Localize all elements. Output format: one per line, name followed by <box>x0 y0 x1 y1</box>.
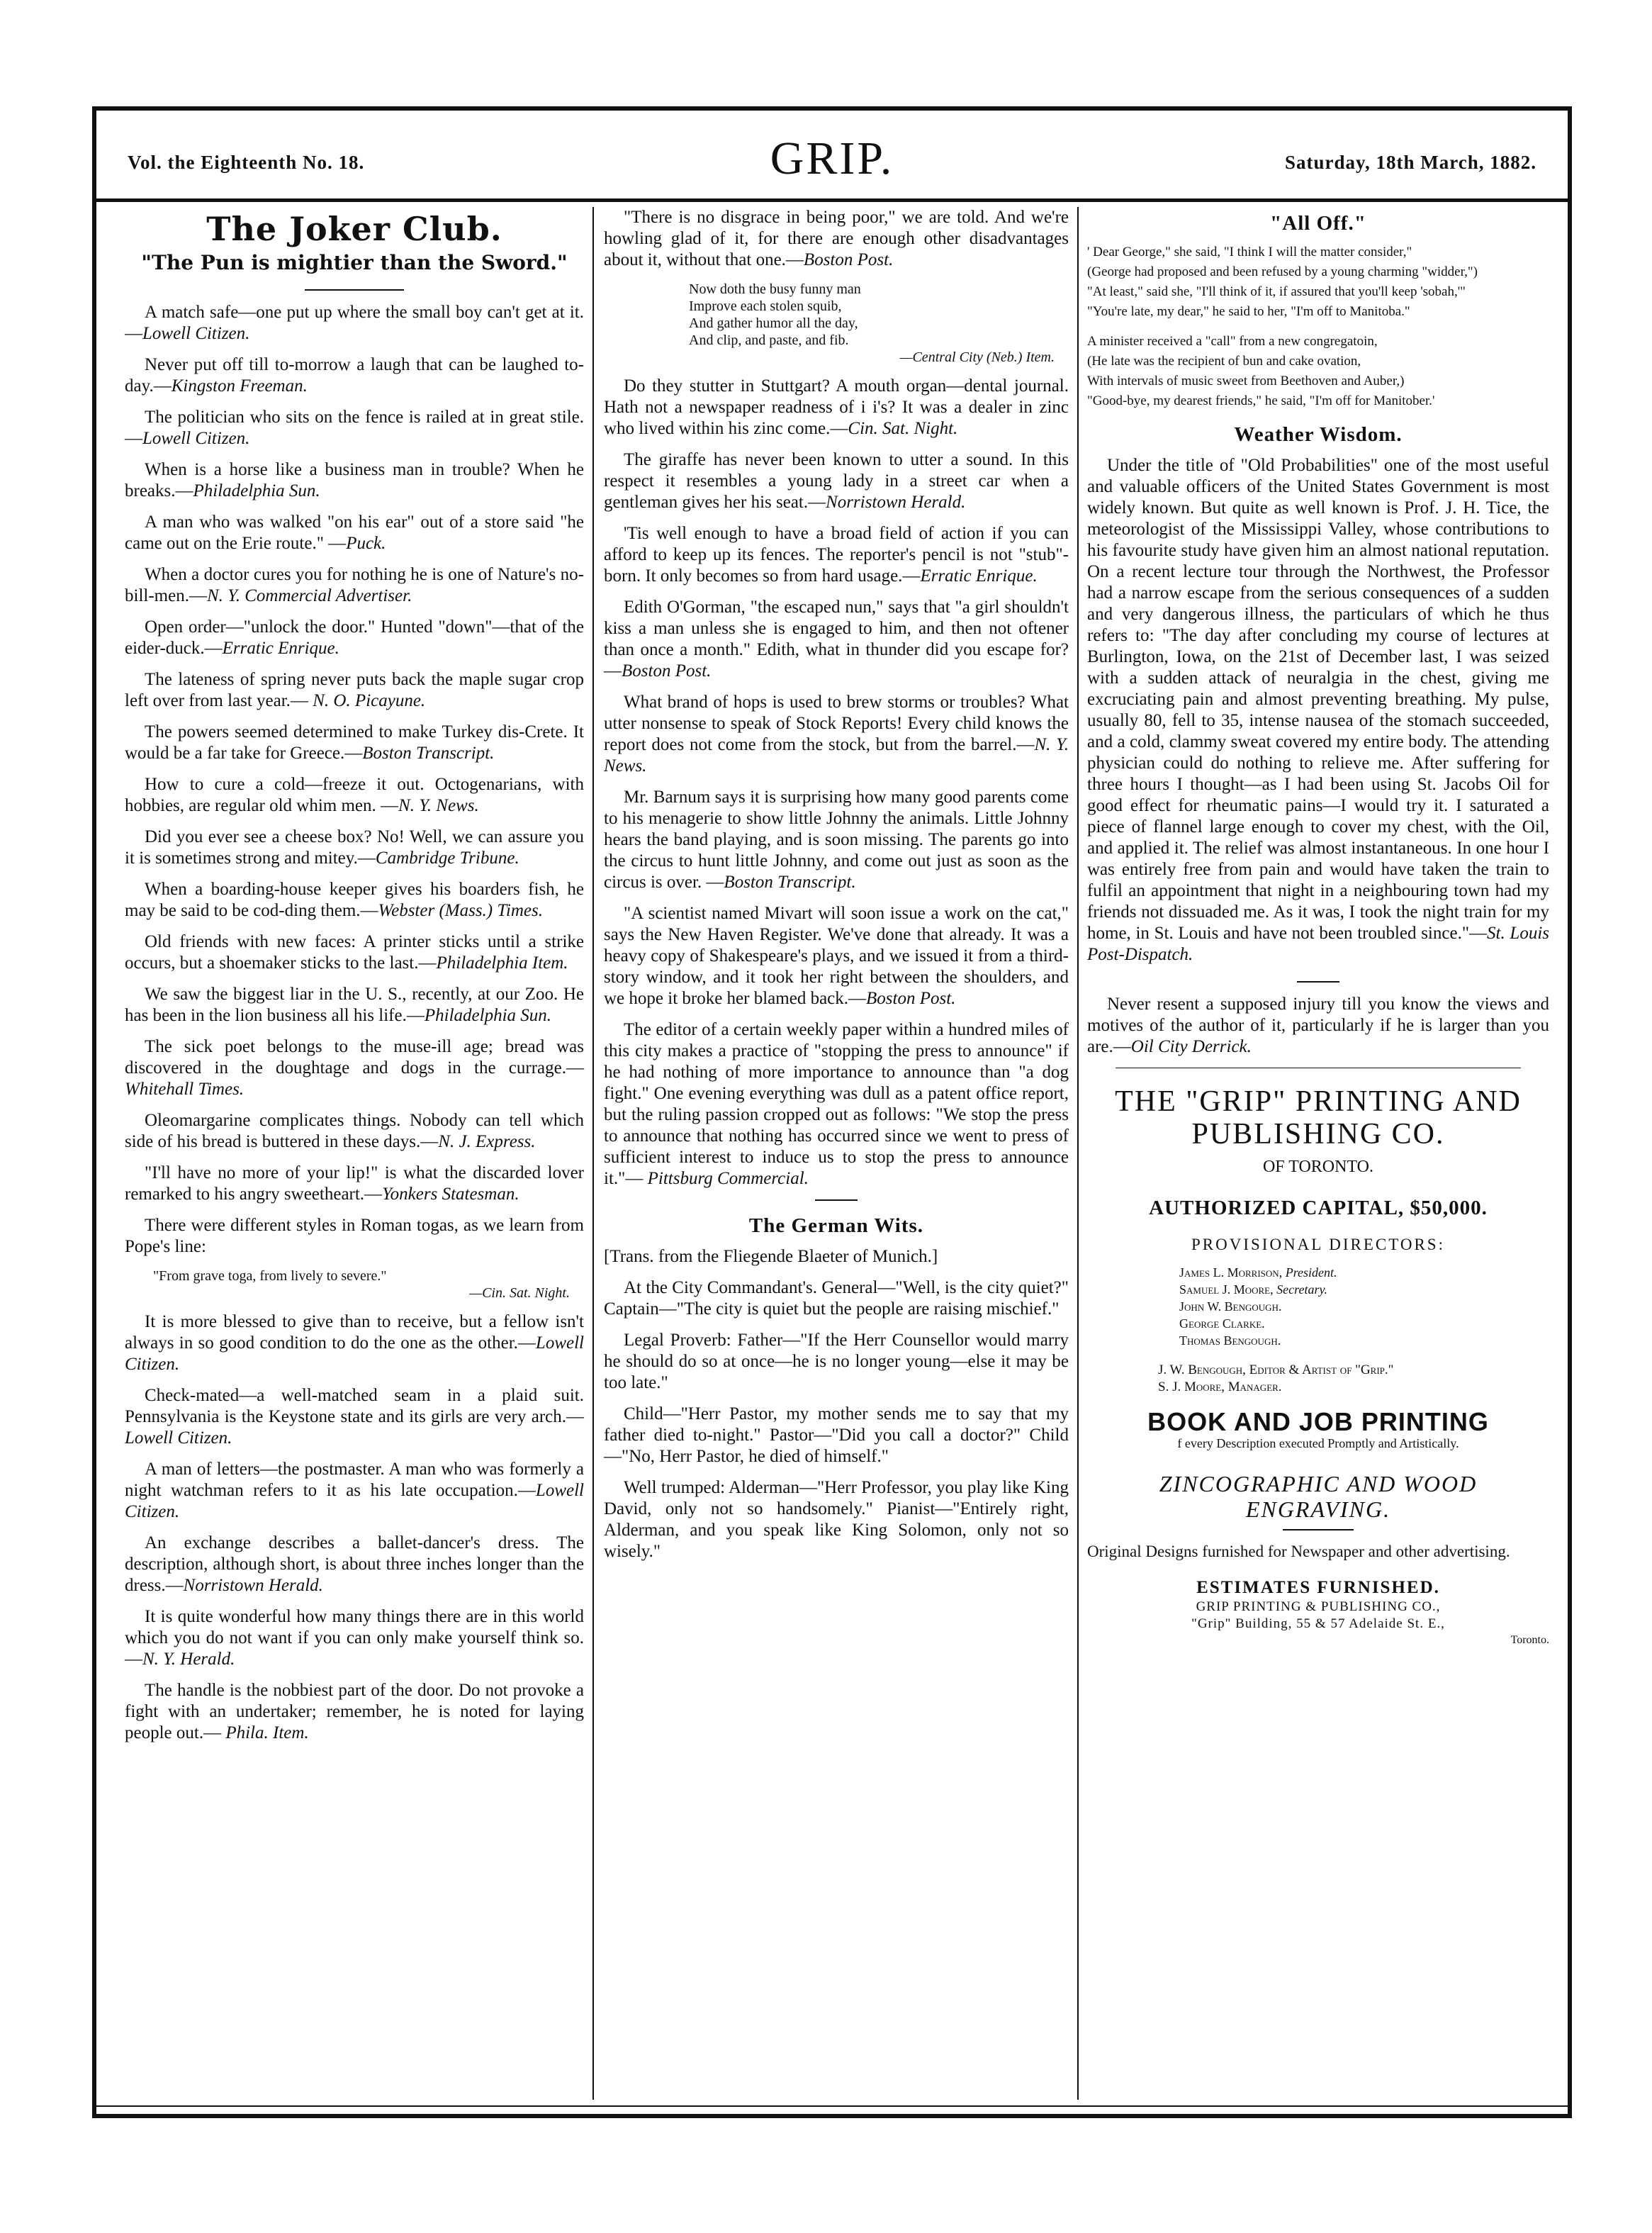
verse-line: "From grave toga, from lively to severe." <box>153 1268 387 1284</box>
source-citation: Norristown Herald. <box>826 493 966 512</box>
joke-item <box>125 774 584 817</box>
source-citation: Norristown Herald. <box>183 1576 323 1595</box>
source-citation: N. J. Express. <box>438 1132 536 1151</box>
joke-list <box>125 1311 584 1744</box>
joke-item <box>125 617 584 659</box>
divider <box>815 1199 858 1201</box>
volume-number: Vol. the Eighteenth No. 18. <box>128 152 365 173</box>
dialogue-item: Well trumped: Alderman—"Herr Professor, you play like King David, only not so handsomely." Pianist—"Entirely right, Alderman, and you speak like King Solomon, only not so wisely." <box>604 1478 1069 1561</box>
joke-item <box>604 1019 1069 1190</box>
joke-text: It is more blessed to give than to receive, but a fellow isn't always in so good condition to do the one as the other.— <box>125 1312 584 1353</box>
source-citation: Phila. Item. <box>225 1723 309 1742</box>
source-citation: —Central City (Neb.) Item. <box>899 349 1055 365</box>
joke-list <box>604 207 1069 271</box>
poem-line: (George had proposed and been refused by a young charming "widder,") <box>1087 264 1478 279</box>
source-citation: Philadelphia Sun. <box>193 481 320 500</box>
source-citation: Whitehall Times. <box>125 1080 245 1099</box>
poem-line: (He late was the recipient of bun and cake ovation, <box>1087 354 1361 369</box>
joke-item <box>604 597 1069 682</box>
source-citation: Lowell Citizen. <box>125 1481 584 1521</box>
source-citation: Puck. <box>346 534 386 553</box>
joke-item <box>125 1606 584 1670</box>
director-entry <box>1179 1281 1549 1298</box>
source-citation: Boston Post. <box>622 661 712 681</box>
joke-item <box>125 669 584 712</box>
bottom-rule <box>92 2105 1572 2107</box>
joke-text: There were different styles in Roman togas, as we learn from Pope's line: <box>125 1216 584 1256</box>
translation-note: [Trans. from the Fliegende Blaeter of Munich.] <box>604 1247 938 1266</box>
joke-text: Edith O'Gorman, "the escaped nun," says that "a girl shouldn't kiss a man unless she is engaged to him, and then not oftener than once a month." Edith, what in thunder did you escape for?— <box>604 598 1069 681</box>
joke-text: "A scientist named Mivart will soon issue a work on the cat," says the New Haven Register. We've done that already. It was a heavy copy of Shakespeare's plays, and we issued it from a third-story window, and it took her right between the shoulders, and we hope it broke her blamed back.— <box>604 904 1069 1008</box>
source-citation: Pittsburg Commercial. <box>647 1169 809 1188</box>
article-text <box>1087 455 1549 966</box>
source-citation: Boston Transcript. <box>724 873 856 892</box>
director-name: James L. Morrison, <box>1179 1265 1283 1280</box>
poem-line: With intervals of music sweet from Beethoven and Auber,) <box>1087 374 1405 388</box>
joke-item <box>604 787 1069 893</box>
poem-line: "Good-bye, my dearest friends," he said, "I'm off for Manitober.' <box>1087 393 1435 408</box>
joke-item <box>125 407 584 449</box>
source-citation: Cambridge Tribune. <box>375 849 519 868</box>
column-joker-club <box>125 207 584 1754</box>
capital-line: AUTHORIZED CAPITAL, $50,000. <box>1149 1197 1488 1219</box>
source-citation: Cin. Sat. Night. <box>848 419 958 438</box>
source-citation: N. O. Picayune. <box>313 691 426 710</box>
joke-item <box>125 931 584 974</box>
source-citation: Philadelphia Sun. <box>424 1006 552 1025</box>
joke-item <box>125 827 584 869</box>
director-name: John W. Bengough. <box>1179 1299 1282 1314</box>
column-rule <box>1077 207 1079 2100</box>
manager-line: S. J. Moore, Manager. <box>1158 1379 1282 1394</box>
joke-item <box>125 1533 584 1596</box>
poem-stanza <box>1087 333 1549 410</box>
joke-text: Do they stutter in Stuttgart? A mouth organ—dental journal. Hath not a newspaper readness of i i's? It was a dealer in zinc who lived within his zinc come.— <box>604 376 1069 438</box>
job-printing-heading: BOOK AND JOB PRINTING <box>1147 1407 1489 1436</box>
joke-text: Did you ever see a cheese box? No! Well, we can assure you it is sometimes strong and mitey.— <box>125 827 584 868</box>
joke-text: The lateness of spring never puts back the maple sugar crop left over from last year.— <box>125 670 584 710</box>
source-citation: Boston Post. <box>866 989 956 1008</box>
joke-item <box>125 984 584 1026</box>
joke-item <box>125 1036 584 1100</box>
joke-text: When a doctor cures you for nothing he is one of Nature's no-bill-men.— <box>125 565 584 605</box>
column-rule <box>592 207 594 2100</box>
director-name: Thomas Bengough. <box>1179 1333 1281 1348</box>
joke-item <box>1087 994 1549 1058</box>
director-entry <box>1179 1315 1549 1332</box>
verse-lines <box>689 281 1069 349</box>
dialogue-item: At the City Commandant's. General—"Well, is the city quiet?" Captain—"The city is quiet but the people are raising mischief." <box>604 1278 1069 1319</box>
joke-text: The sick poet belongs to the muse-ill age; bread was discovered in the doughtage and dogs in the currage.— <box>125 1037 584 1078</box>
joke-item <box>125 1459 584 1523</box>
address-line: "Grip" Building, 55 & 57 Adelaide St. E., <box>1191 1616 1445 1631</box>
divider <box>1297 981 1339 983</box>
quoted-verse <box>153 1267 584 1302</box>
director-entry <box>1179 1264 1549 1281</box>
source-citation: N. Y. News. <box>398 796 479 815</box>
joke-text: When is a horse like a business man in trouble? When he breaks.— <box>125 460 584 500</box>
joke-item <box>604 376 1069 440</box>
joke-item <box>125 722 584 764</box>
issue-date: Saturday, 18th March, 1882. <box>1284 152 1536 173</box>
divider <box>305 289 404 291</box>
source-citation: Kingston Freeman. <box>171 376 308 396</box>
joke-text: Never put off till to-morrow a laugh that can be laughed to-day.— <box>125 355 584 396</box>
source-citation: Boston Transcript. <box>362 744 495 763</box>
advertisement <box>1087 1085 1549 1648</box>
source-citation: Lowell Citizen. <box>125 1428 232 1448</box>
joke-text: The politician who sits on the fence is railed at in great stile.— <box>125 408 584 448</box>
joke-item <box>604 692 1069 777</box>
joke-text: A match safe—one put up where the small boy can't get at it.— <box>125 303 584 343</box>
company-name: THE "GRIP" PRINTING AND PUBLISHING CO. <box>1115 1085 1522 1151</box>
joke-text: The handle is the nobbiest part of the door. Do not provoke a fight with an undertaker; remember, he is noted for laying people out.— <box>125 1681 584 1742</box>
source-citation: N. Y. Herald. <box>142 1650 235 1669</box>
joke-item <box>125 1110 584 1153</box>
verse-line: Improve each stolen squib, <box>689 298 842 314</box>
section-title: Weather Wisdom. <box>1234 423 1403 446</box>
staff-list <box>1087 1362 1549 1396</box>
address-line: GRIP PRINTING & PUBLISHING CO., <box>1196 1599 1441 1614</box>
directors-list <box>1087 1264 1549 1349</box>
joke-text: How to cure a cold—freeze it out. Octogenarians, with hobbies, are regular old whim men. — <box>125 775 584 815</box>
poem-line: "At least," said she, "I'll think of it, if assured that you'll keep 'sobah,'" <box>1087 284 1466 299</box>
poem-line: A minister received a "call" from a new congregatoin, <box>1087 334 1378 349</box>
joke-text: "There is no disgrace in being poor," we are told. And we're howling glad of it, for there are enough other disadvantages about it, without that one.— <box>604 208 1069 269</box>
joke-item <box>125 1680 584 1744</box>
joke-item <box>125 302 584 345</box>
paper-title: GRIP. <box>770 133 894 184</box>
joke-item <box>125 879 584 922</box>
joke-text: The powers seemed determined to make Turkey dis-Crete. It would be a far take for Greece.— <box>125 722 584 763</box>
source-citation: —Cin. Sat. Night. <box>469 1285 570 1301</box>
poem-line: ' Dear George," she said, "I think I will the matter consider," <box>1087 245 1412 259</box>
director-entry <box>1179 1298 1549 1315</box>
joke-text: An exchange describes a ballet-dancer's dress. The description, although short, is about three inches longer than the dress.— <box>125 1533 584 1595</box>
joke-text: Old friends with new faces: A printer sticks until a strike occurs, but a shoemaker sticks to the last.— <box>125 932 584 973</box>
director-role: President. <box>1285 1265 1337 1280</box>
director-name: George Clarke. <box>1179 1316 1265 1331</box>
joke-item <box>125 1385 584 1449</box>
column-jokes <box>604 207 1069 1572</box>
poem-line: "You're late, my dear," he said to her, "I'm off to Manitoba." <box>1087 304 1410 319</box>
director-entry <box>1179 1332 1549 1349</box>
joke-item <box>125 1215 584 1258</box>
source-citation: N. Y. News. <box>604 735 1069 776</box>
source-citation: Lowell Citizen. <box>142 429 250 448</box>
company-city: OF TORONTO. <box>1262 1158 1374 1176</box>
joke-item <box>125 1311 584 1375</box>
joke-text: "I'll have no more of your lip!" is what the discarded lover remarked to his angry sweetheart.— <box>125 1163 584 1204</box>
job-printing-sub: f every Description executed Promptly and Artistically. <box>1177 1436 1459 1450</box>
estimates-heading: ESTIMATES FURNISHED. <box>1196 1578 1440 1597</box>
joke-item <box>125 354 584 397</box>
section-title: "All Off." <box>1270 212 1366 235</box>
joke-text: A man of letters—the postmaster. A man who was formerly a night watchman refers to it as his late occupation.— <box>125 1460 584 1500</box>
source-citation: Erratic Enrique. <box>222 639 339 658</box>
editor-line: J. W. Bengough, Editor & Artist of "Grip." <box>1158 1362 1394 1377</box>
column-articles <box>1087 207 1549 1648</box>
director-role: Secretary. <box>1276 1282 1327 1297</box>
divider <box>1283 1529 1354 1530</box>
dialogue-item: Child—"Herr Pastor, my mother sends me to say that my father died to-night." Pastor—"Did you call a doctor?" Child—"No, Herr Pastor, he died of himself." <box>604 1404 1069 1466</box>
engraving-heading: ZINCOGRAPHIC AND WOOD ENGRAVING. <box>1159 1471 1478 1522</box>
masthead-rule <box>96 198 1568 202</box>
section-title: The German Wits. <box>748 1214 924 1237</box>
joke-text: Check-mated—a well-matched seam in a plaid suit. Pennsylvania is the Keystone state and its girls are very arch.— <box>125 1386 584 1426</box>
joke-text: Oleomargarine complicates things. Nobody can tell which side of his bread is buttered in these days.— <box>125 1111 584 1151</box>
joke-text: Open order—"unlock the door." Hunted "down"—that of the eider-duck.— <box>125 617 584 658</box>
joke-item <box>125 459 584 502</box>
source-citation: Yonkers Statesman. <box>382 1185 519 1204</box>
joke-text: Never resent a supposed injury till you know the views and motives of the author of it, particularly if he is larger than you are.— <box>1087 995 1549 1056</box>
source-citation: Erratic Enrique. <box>920 566 1038 586</box>
verse-line: Now doth the busy funny man <box>689 281 861 297</box>
source-citation: N. Y. Commercial Advertiser. <box>206 586 412 605</box>
joke-text: Mr. Barnum says it is surprising how many good parents come to his menagerie to show little Johnny the animals. Little Johnny hears the band playing, and is soon missing. The parents go into the circus to hunt little Johnny, and come out just as soon as the circus is over. — <box>604 788 1069 892</box>
director-name: Samuel J. Moore, <box>1179 1282 1274 1297</box>
verse-line: And gather humor all the day, <box>689 315 858 331</box>
joke-text: It is quite wonderful how many things there are in this world which you do not want if you can only make yourself think so.— <box>125 1607 584 1669</box>
german-wits-list <box>604 1277 1069 1562</box>
joke-text: We saw the biggest liar in the U. S., recently, at our Zoo. He has been in the lion business all his life.— <box>125 985 584 1025</box>
source-citation: St. Louis Post-Dispatch. <box>1087 924 1549 964</box>
joke-item <box>604 449 1069 513</box>
designs-line: Original Designs furnished for Newspaper and other advertising. <box>1087 1543 1510 1560</box>
joke-text: The editor of a certain weekly paper within a hundred miles of this city makes a practice of "stopping the press to announce" if he had nothing of more importance to announce than "a dog fight." One evening everything was dull as a patent office report, but the ruling passion cropped out as follows: "We stop the press to announce that nothing has occurred since we went to press of sufficient interest to induce us to stop the press to announce it."— <box>604 1020 1069 1188</box>
dialogue-item: Legal Proverb: Father—"If the Herr Counsellor would marry he should do so at once—he is no longer young—else it may be too late." <box>604 1331 1069 1392</box>
quoted-verse <box>689 281 1069 366</box>
source-citation: Lowell Citizen. <box>142 324 250 343</box>
joke-text: When a boarding-house keeper gives his boarders fish, he may be said to be cod-ding them.— <box>125 880 584 920</box>
section-subtitle: "The Pun is mightier than the Sword." <box>141 251 568 274</box>
joke-text: A man who was walked "on his ear" out of a store said "he came out on the Erie route." — <box>125 513 584 553</box>
joke-item <box>604 207 1069 271</box>
verse-line: And clip, and paste, and fib. <box>689 332 849 348</box>
joke-list <box>125 302 584 1205</box>
section-title: The Joker Club. <box>206 210 502 248</box>
source-citation: Oil City Derrick. <box>1130 1037 1252 1056</box>
directors-heading: PROVISIONAL DIRECTORS: <box>1191 1236 1445 1253</box>
masthead <box>106 119 1558 204</box>
source-citation: Boston Post. <box>803 250 894 269</box>
joke-item <box>604 523 1069 587</box>
joke-item <box>125 512 584 554</box>
source-citation: Philadelphia Item. <box>436 953 568 973</box>
joke-text: What brand of hops is used to brew storms or troubles? What utter nonsense to speak of Stock Reports! Every child knows the report does not come from the stock, but from the barrel.— <box>604 693 1069 754</box>
source-citation: Lowell Citizen. <box>125 1333 584 1374</box>
joke-item <box>125 564 584 607</box>
joke-list <box>604 376 1069 1190</box>
poem-stanza <box>1087 244 1549 320</box>
joke-item <box>604 903 1069 1009</box>
source-citation: Webster (Mass.) Times. <box>378 901 543 920</box>
joke-item <box>125 1163 584 1205</box>
joke-text: The giraffe has never been known to utter a sound. In this respect it resembles a young lady in a street car when a gentleman gives her his seat.— <box>604 450 1069 512</box>
address-city: Toronto. <box>1510 1634 1549 1646</box>
article-body: Under the title of "Old Probabilities" one of the most useful and valuable officers of the United States Government is most widely known. But quite as well known is Prof. J. H. Tice, the meteorologist of the Mississippi Valley, whose contributions to his favourite study have given him an almost national reputation. On a recent lecture tour through the Northwest, the Professor had a narrow escape from the serious consequences of a sudden and very dangerous illness, the particulars of which he thus refers to: "The day after concluding my course of lectures at Burlington, Iowa, on the 21st of December last, I was seized with a sudden attack of neuralgia in the chest, giving me excruciating pain and almost preventing breathing. My pulse, usually 80, fell to 35, intense nausea of the stomach succeeded, and a cold, clammy sweat covered my entire body. The attending physician could do nothing to relieve me. After suffering for three hours I thought—as I had been using St. Jacobs Oil for good effect for rheumatic pains—I would try it. I saturated a piece of flannel large enough to cover my chest, with the Oil, and applied it. The relief was almost instantaneous. In one hour I was entirely free from pain and would have taken the train to fulfil an appointment that night in a neighbouring town had my friends not dissuaded me. As it was, I took the night train for my home, in St. Louis and have not been troubled since."— <box>1087 456 1549 943</box>
joke-text: 'Tis well enough to have a broad field of action if you can afford to keep up its fences. The reporter's pencil is not "stub"-born. It only becomes so from hard usage.— <box>604 524 1069 586</box>
